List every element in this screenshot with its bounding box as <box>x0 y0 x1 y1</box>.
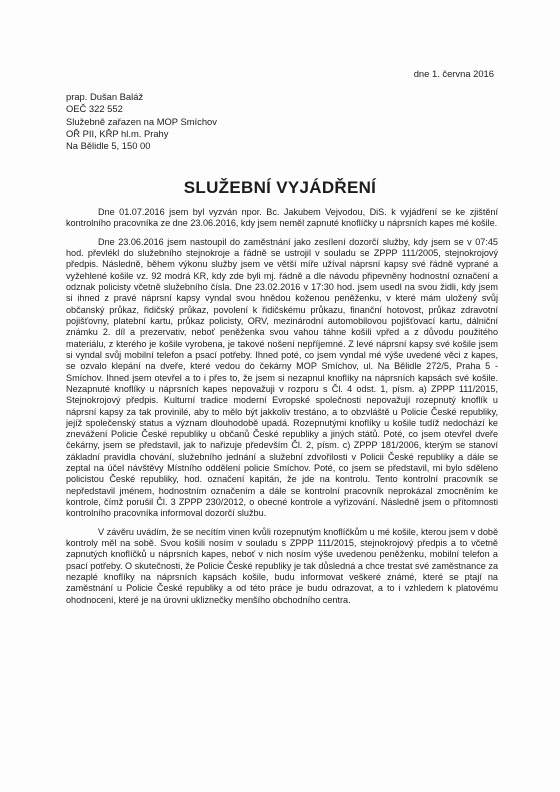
sender-address-block <box>66 91 217 152</box>
sender-street-address: Na Bělidle 5, 150 00 <box>66 140 151 152</box>
sender-assignment: Služebně zařazen na MOP Smíchov <box>66 115 217 127</box>
sender-department: OŘ PII, KŘP hl.m. Prahy <box>66 127 169 139</box>
body-paragraph-account: Dne 23.06.2016 jsem nastoupil do zaměstnání jako zesílení dozorčí služby, kdy jsem se v 07:45 hod. převlékl do služebního stejnokroje a řádně se ustrojil v souladu se ZPPP 111/2005, stejnokrojový předpis. Následně, během výkonu služby jsem ve větší míře užíval náprsní kapsy své řádně vyprané a vyžehlené košile vz. 92 modrá KR, kdy zde byli mj. řádně a dle návodu připevněny hodnostní označení a odznak policisty včetně služebního čísla. Dne 23.02.2016 v 17:30 hod. jsem usedl na svou židli, kdy jsem si ihned z pravé náprsní kapsy vyndal svou hnědou koženou peněženku, v které mám uložený svůj občanský průkaz, řidičský průkaz, povolení k řidičskému průkazu, finanční hotovost, průkaz zdravotní pojišťovny, platební kartu, průkaz policisty, ORV, mezinárodní automobilovou pojišťovací kartu, dálniční známku 2. díl a prezervativ, neboť peněženka svou vahou táhne košili vpřed a z důvodu použitého materiálu, z kterého je košile vyrobena, je takové nošení nepříjemné. Z levé náprsní kapsy své košile jsem si vyndal svůj mobilní telefon a psací potřeby. Ihned poté, co jsem vyndal mé výše uvedené věci z kapes, se ozvalo klepání na dveře, které vedou do čekárny MOP Smíchov, ul. Na Bělidle 272/5, Praha 5 - Smíchov. Ihned jsem otevřel a to i přes to, že jsem si nezapnul knoflíky na náprsních kapsách své košile. Nezapnuté knoflíky u náprsních kapes nepovažuji v rozporu s Čl. 4 odst. 1, písm. a) ZPPP 111/2015, Stejnokrojový předpis. Kulturní tradice moderní Evropské společnosti nepovažují rozepnutý knoflík u náprsní kapsy za tak provinilé, aby to mělo být jakkoliv trestáno, a to obzvláště u Policie České republiky, jejíž společenský status a význam dlouhodobě upadá. Rozepnutými knoflíky u košile tudíž nedochází ke znevážení Policie České republiky u občanů České republiky a jiných států. Poté, co jsem otevřel dveře čekárny, jsem se představil, jak to nařizuje především Čl. 2, písm. c) ZPPP 181/2006, kterým se stanoví základní pravidla chování, služebního jednání a služební zdvořilosti v Policii České republiky a dále se zeptal na účel návštěvy Místního oddělení policie Smíchov. Poté, co jsem se představil, mi bylo sděleno policistou České republiky, hod. označení kapitán, že jde na kontrolu. Tento kontrolní pracovník se nepředstavil jménem, hodnostním označením a dále se kontrolní pracovník neprokázal zmocněním ke kontrole, čímž porušil Čl. 3 ZPPP 230/2012, o obecné kontrole a vyřizování. Následně jsem o přítomnosti kontrolního pracovníka informoval dozorčí službu. <box>66 236 498 519</box>
sender-id-number: OEČ 322 552 <box>66 103 123 115</box>
document-title: SLUŽEBNÍ VYJÁDŘENÍ <box>183 178 377 197</box>
sender-name: prap. Dušan Baláž <box>66 91 144 102</box>
document-body <box>66 207 498 613</box>
body-paragraph-intro: Dne 01.07.2016 jsem byl vyzván npor. Bc. Jakubem Vejvodou, DiS. k vyjádření se ke zjištění kontrolního pracovníka ze dne 23.06.2016, kdy jsem neměl zapnuté knoflíčky u náprsních kapes mé košile. <box>66 207 498 229</box>
document-date: dne 1. června 2016 <box>413 68 494 79</box>
body-paragraph-conclusion: V závěru uvádím, že se necítím vinen kvůli rozepnutým knoflíčkům u mé košile, kterou jsem v době kontroly měl na sobě. Svou košili nosím v souladu s ZPPP 111/2015, stejnokrojový předpis a to včetně zapnutých knoflíčků u náprsních kapes, neboť v nich nosím výše uvedenou peněženku, mobilní telefon a psací potřeby. O skutečnosti, že Policie České republiky je tak důsledná a chce trestat své zaměstnance za nezaplé knoflíky na náprsních kapsách košile, budu informovat veškeré známé, které se ptají na zaměstnání u Policie České republiky a od této práce je budu odrazovat, a to i vzhledem k platovému ohodnocení, které je na úrovni ukliznečky menšího obchodního centra. <box>66 526 498 605</box>
